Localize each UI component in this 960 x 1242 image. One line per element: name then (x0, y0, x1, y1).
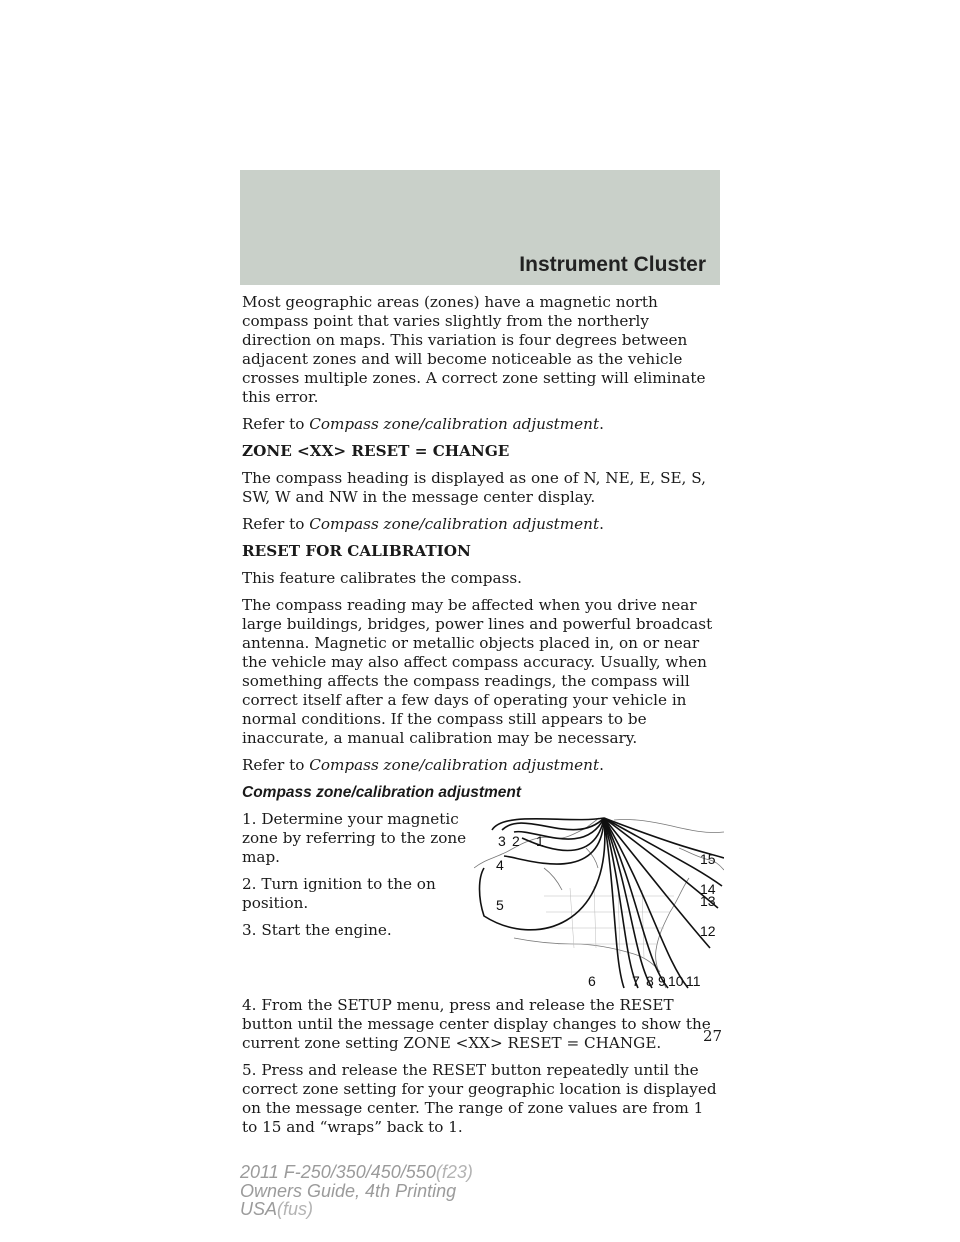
chapter-title: Instrument Cluster (519, 253, 706, 276)
section-subheading: Compass zone/calibration adjustment (242, 784, 522, 801)
page-content (242, 293, 722, 1145)
step-5: 5. Press and release the RESET button repeatedly until the correct zone setting for your geographic location is displayed on the message center. The range of zone values are from 1 to 15 and “wraps” back to 1. (242, 1061, 717, 1136)
zone-label-14: 14 (700, 881, 716, 897)
steps-list (242, 810, 472, 948)
zone-label-3: 3 (498, 833, 506, 849)
intro-paragraph: Most geographic areas (zones) have a magnetic north compass point that varies slightly from the northerly direction on maps. This variation is four degrees between adjacent zones and will become noticeable as the vehicle crosses multiple zones. A correct zone setting will eliminate this error. (242, 293, 706, 406)
refer-line-2: Refer to Compass zone/calibration adjustment. (242, 515, 604, 533)
steps-with-map (242, 810, 722, 996)
calibration-paragraph-1: This feature calibrates the compass. (242, 569, 522, 587)
zone-label-15: 15 (700, 851, 716, 867)
footer-line-1: 2011 F-250/350/450/550(f23) (240, 1162, 473, 1182)
step-3: 3. Start the engine. (242, 921, 392, 939)
cross-reference: Compass zone/calibration adjustment (309, 415, 600, 433)
step-1: 1. Determine your magnetic zone by referring to the zone map. (242, 810, 467, 866)
step-2: 2. Turn ignition to the on position. (242, 875, 436, 912)
zone-heading: ZONE <XX> RESET = CHANGE (242, 442, 510, 460)
zone-label-5: 5 (496, 897, 504, 913)
zone-label-2: 2 (512, 833, 520, 849)
zone-label-4: 4 (496, 857, 504, 873)
document-footer (240, 1163, 473, 1219)
zone-label-7: 7 (632, 973, 640, 989)
page-number: 27 (703, 1027, 723, 1045)
calibration-paragraph-2: The compass reading may be affected when you drive near large buildings, bridges, power lines and powerful broadcast antenna. Magnetic or metallic objects placed in, on or near the vehicle may also affect compass accuracy. Usually, when something affects the compass readings, the compass will correct itself after a few days of operating your vehicle in normal conditions. If the compass still appears to be inaccurate, a manual calibration may be necessary. (242, 596, 713, 747)
zone-label-1: 1 (536, 833, 544, 849)
zone-label-11: 11 (686, 973, 701, 989)
zone-label-6: 6 (588, 973, 596, 989)
chapter-header (240, 170, 720, 285)
refer-line-1: Refer to Compass zone/calibration adjustment. (242, 415, 604, 433)
zone-paragraph: The compass heading is displayed as one of N, NE, E, SE, S, SW, W and NW in the message center display. (242, 469, 706, 506)
zone-label-8: 8 (646, 973, 654, 989)
calibration-heading: RESET FOR CALIBRATION (242, 542, 471, 560)
footer-line-3: USA(fus) (240, 1199, 314, 1219)
zone-label-13: 13 (700, 893, 716, 909)
zone-label-12: 12 (700, 923, 716, 939)
refer-line-3: Refer to Compass zone/calibration adjustment. (242, 756, 604, 774)
cross-reference: Compass zone/calibration adjustment (309, 515, 600, 533)
zone-label-10: 10 (668, 973, 684, 989)
step-4: 4. From the SETUP menu, press and release the RESET button until the message center display changes to show the current zone setting ZONE <XX> RESET = CHANGE. (242, 996, 711, 1052)
zone-labels (496, 833, 716, 989)
cross-reference: Compass zone/calibration adjustment (309, 756, 600, 774)
zone-label-9: 9 (658, 973, 666, 989)
footer-line-2: Owners Guide, 4th Printing (240, 1180, 457, 1201)
magnetic-zone-map (474, 808, 724, 996)
